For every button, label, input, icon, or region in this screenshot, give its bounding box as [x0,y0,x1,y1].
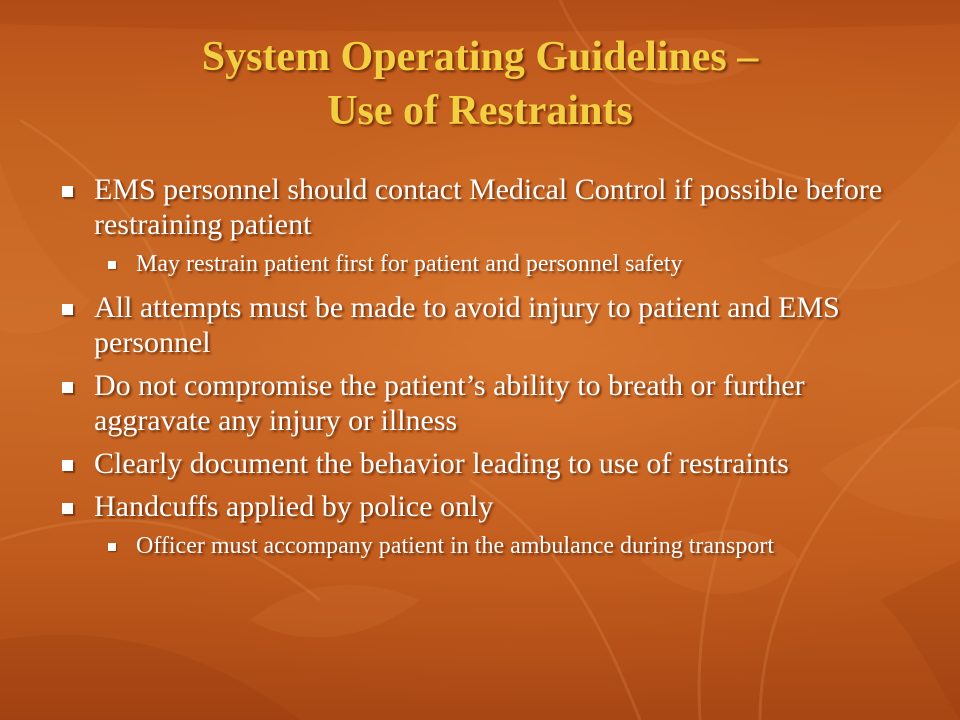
square-bullet-icon [62,304,73,315]
bullet-text: Handcuffs applied by police only [94,490,494,523]
slide-title [0,30,960,138]
square-bullet-icon [62,382,73,393]
bullet-text: All attempts must be made to avoid injury to patient and EMS personnel [94,291,840,359]
sub-bullet-item [106,532,910,560]
bullet-item [60,290,910,360]
sub-bullet-item [106,250,910,278]
bullet-item [60,446,910,481]
bullet-text: Do not compromise the patient’s ability to breath or further aggravate any injury or illness [94,369,805,437]
bullet-item [60,489,910,524]
square-bullet-icon [108,261,116,269]
bullet-item [60,368,910,438]
sub-bullet-text: May restrain patient first for patient and personnel safety [136,251,683,277]
bullet-text: Clearly document the behavior leading to use of restraints [94,447,789,480]
title-line-2: Use of Restraints [327,88,633,134]
square-bullet-icon [62,460,73,471]
title-line-1: System Operating Guidelines – [201,34,759,80]
bullet-text: EMS personnel should contact Medical Control if possible before restraining patient [94,173,883,241]
square-bullet-icon [108,543,116,551]
sub-bullet-text: Officer must accompany patient in the ambulance during transport [136,533,775,559]
bullet-item [60,172,910,242]
square-bullet-icon [62,186,73,197]
square-bullet-icon [62,503,73,514]
bullet-list [60,172,910,560]
